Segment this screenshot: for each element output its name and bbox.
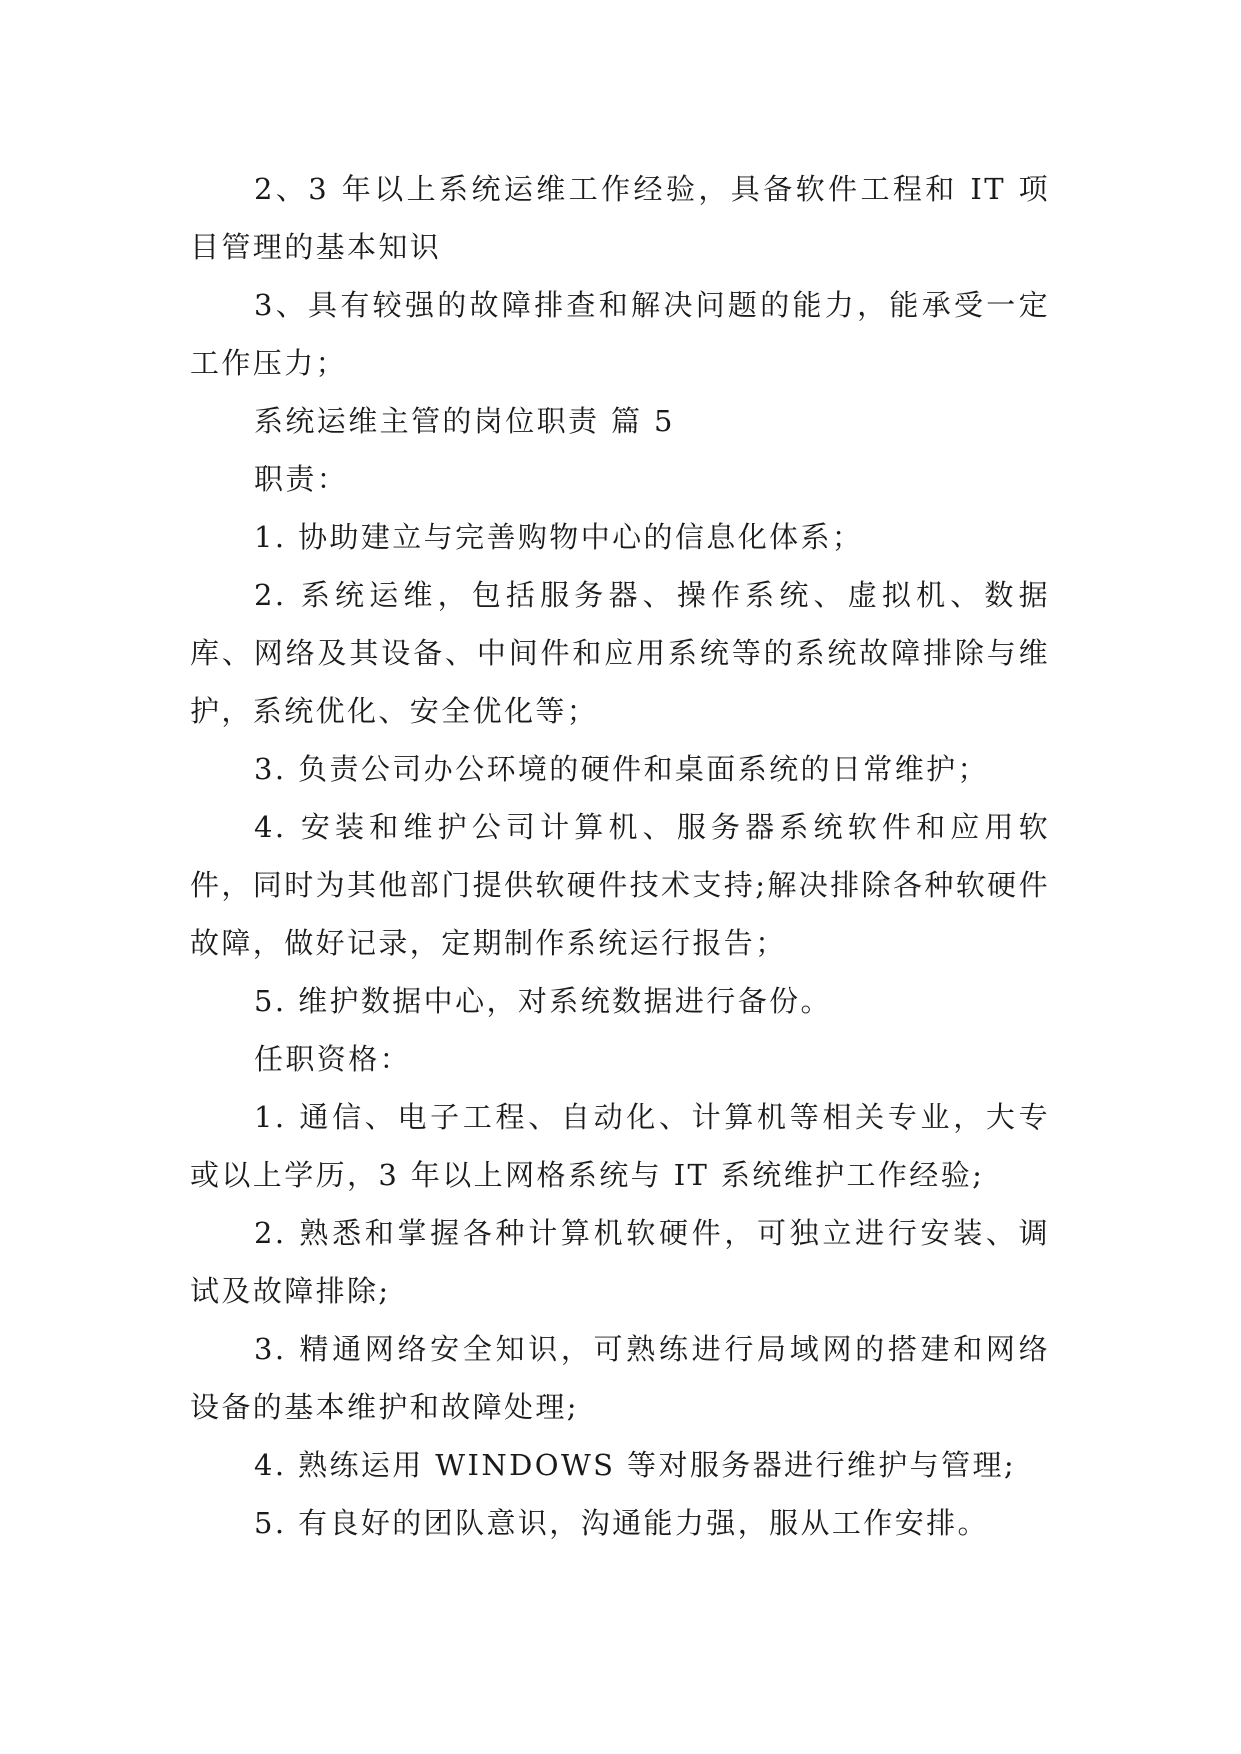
qualifications-heading: 任职资格： bbox=[254, 1042, 412, 1076]
paragraph-requirement-2: 2、3 年以上系统运维工作经验，具备软件工程和 IT 项目管理的基本知识 bbox=[190, 172, 1050, 264]
paragraph-requirement-3: 3、具有较强的故障排查和解决问题的能力，能承受一定工作压力； bbox=[190, 288, 1050, 380]
duty-item-2: 2. 系统运维，包括服务器、操作系统、虚拟机、数据库、网络及其设备、中间件和应用系统等的系统故障排除与维护，系统优化、安全优化等； bbox=[190, 578, 1050, 728]
qualification-item-5: 5. 有良好的团队意识，沟通能力强，服从工作安排。 bbox=[254, 1506, 989, 1540]
duty-item-1: 1. 协助建立与完善购物中心的信息化体系； bbox=[254, 520, 864, 554]
document-body bbox=[190, 160, 1050, 1552]
duty-item-4: 4. 安装和维护公司计算机、服务器系统软件和应用软件，同时为其他部门提供软硬件技术支持;解决排除各种软硬件故障，做好记录，定期制作系统运行报告； bbox=[190, 810, 1050, 960]
qualification-item-1: 1. 通信、电子工程、自动化、计算机等相关专业，大专或以上学历，3 年以上网格系统与 IT 系统维护工作经验; bbox=[190, 1100, 1050, 1192]
section-heading: 系统运维主管的岗位职责 篇 5 bbox=[254, 404, 675, 438]
duty-item-5: 5. 维护数据中心，对系统数据进行备份。 bbox=[254, 984, 832, 1018]
duties-heading: 职责： bbox=[254, 462, 349, 496]
qualification-item-3: 3. 精通网络安全知识，可熟练进行局域网的搭建和网络设备的基本维护和故障处理; bbox=[190, 1332, 1050, 1424]
duty-item-3: 3. 负责公司办公环境的硬件和桌面系统的日常维护； bbox=[254, 752, 989, 786]
qualification-item-2: 2. 熟悉和掌握各种计算机软硬件，可独立进行安装、调试及故障排除; bbox=[190, 1216, 1050, 1308]
qualification-item-4: 4. 熟练运用 WINDOWS 等对服务器进行维护与管理; bbox=[254, 1448, 1017, 1482]
